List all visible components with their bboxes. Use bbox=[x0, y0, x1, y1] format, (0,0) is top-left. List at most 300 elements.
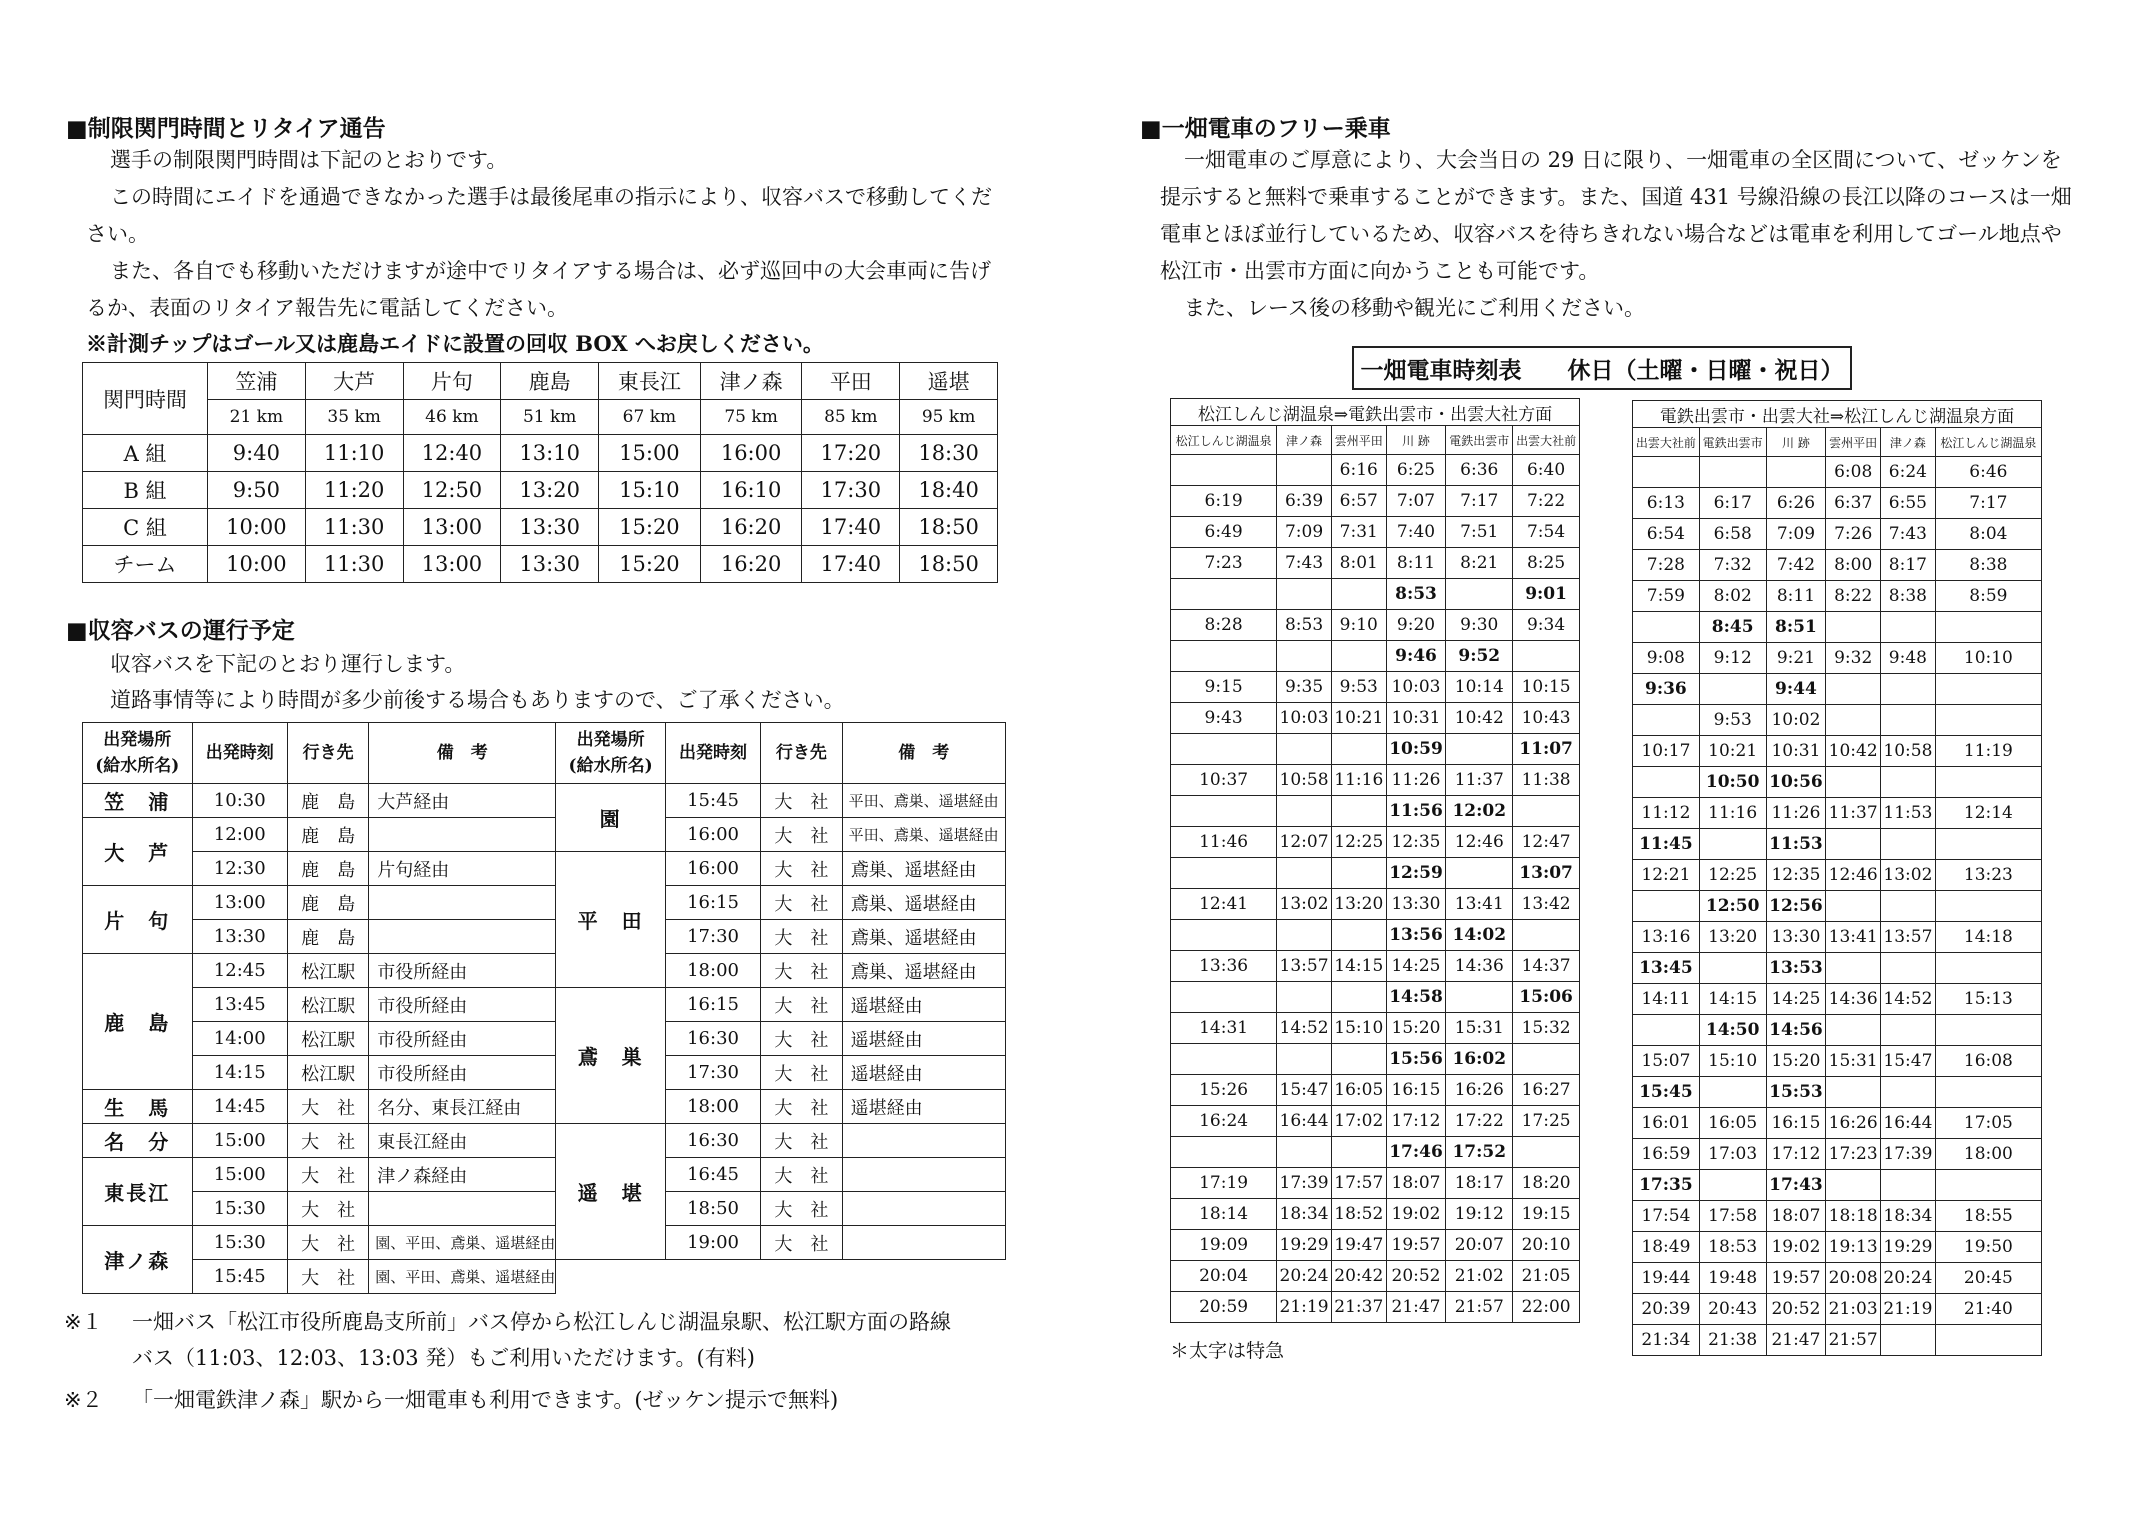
timetable-time-cell bbox=[1935, 705, 2041, 736]
timetable-time-cell: 6:25 bbox=[1386, 455, 1446, 486]
checkpoint-distance: 35 km bbox=[305, 400, 403, 435]
timetable-row bbox=[1633, 1046, 2042, 1077]
timetable-time-cell: 10:14 bbox=[1446, 672, 1513, 703]
timetable-time-cell: 7:54 bbox=[1513, 517, 1580, 548]
timetable-time-cell: 21:34 bbox=[1633, 1325, 1700, 1356]
bus-remark: 鳶巣、遥堪経由 bbox=[842, 954, 1005, 988]
timetable-time-cell: 6:17 bbox=[1699, 488, 1766, 519]
timetable-time-cell: 10:03 bbox=[1277, 703, 1332, 734]
timetable-time-cell: 20:04 bbox=[1171, 1261, 1277, 1292]
timetable-time-cell: 9:15 bbox=[1171, 672, 1277, 703]
cutoff-row bbox=[83, 546, 998, 583]
timetable-time-cell: 16:02 bbox=[1446, 1044, 1513, 1075]
train-paragraph: また、レース後の移動や観光にご利用ください。 bbox=[1184, 296, 1645, 320]
bus-destination: 大 社 bbox=[761, 920, 842, 954]
timetable-time-cell bbox=[1826, 1077, 1881, 1108]
timetable-time-cell bbox=[1935, 674, 2041, 705]
footnote-1-cont bbox=[64, 1340, 1024, 1376]
timetable-time-cell: 9:46 bbox=[1386, 641, 1446, 672]
timetable-station-header: 出雲大社前 bbox=[1513, 426, 1580, 455]
timetable-time-cell bbox=[1171, 1044, 1277, 1075]
timetable-time-cell: 21:57 bbox=[1826, 1325, 1881, 1356]
timetable-time-cell: 11:37 bbox=[1826, 798, 1881, 829]
bus-destination: 大 社 bbox=[761, 954, 842, 988]
timetable-row bbox=[1633, 612, 2042, 643]
timetable-time-cell: 13:53 bbox=[1766, 953, 1826, 984]
timetable-time-cell: 16:01 bbox=[1633, 1108, 1700, 1139]
timetable-time-cell: 8:51 bbox=[1766, 612, 1826, 643]
timetable-time-cell: 12:47 bbox=[1513, 827, 1580, 858]
cutoff-heading: ■制限関門時間とリタイア通告 bbox=[66, 115, 386, 142]
bus-destination: 鹿 島 bbox=[287, 920, 368, 954]
footnote-text: バス（11:03、12:03、13:03 発）もご利用いただけます。(有料) bbox=[132, 1346, 755, 1370]
bus-departure-place: 片 句 bbox=[83, 886, 193, 954]
timetable-time-cell bbox=[1331, 858, 1386, 889]
checkpoint-name: 笠浦 bbox=[208, 363, 306, 400]
timetable-row bbox=[1633, 519, 2042, 550]
bus-row bbox=[83, 852, 1006, 886]
timetable-time-cell: 14:11 bbox=[1633, 984, 1700, 1015]
cutoff-time-cell: 10:00 bbox=[208, 546, 306, 583]
timetable-time-cell: 13:36 bbox=[1171, 951, 1277, 982]
timetable-time-cell: 6:37 bbox=[1826, 488, 1881, 519]
timetable-time-cell bbox=[1699, 1170, 1766, 1201]
timetable-time-cell: 18:52 bbox=[1331, 1199, 1386, 1230]
timetable-time-cell: 16:05 bbox=[1699, 1108, 1766, 1139]
timetable-row bbox=[1171, 889, 1580, 920]
timetable-time-cell: 19:29 bbox=[1881, 1232, 1936, 1263]
timetable-station-header: 雲州平田 bbox=[1826, 428, 1881, 457]
timetable-time-cell bbox=[1935, 1325, 2041, 1356]
train-heading: ■一畑電車のフリー乗車 bbox=[1140, 115, 1391, 142]
timetable-down-title-row bbox=[1171, 399, 1580, 426]
timetable-time-cell: 13:16 bbox=[1633, 922, 1700, 953]
bus-destination: 松江駅 bbox=[287, 988, 368, 1022]
checkpoint-name: 津ノ森 bbox=[700, 363, 802, 400]
cutoff-time-cell: 10:00 bbox=[208, 509, 306, 546]
cutoff-time-cell: 18:50 bbox=[900, 546, 998, 583]
timetable-time-cell bbox=[1699, 674, 1766, 705]
bus-row bbox=[83, 1090, 1006, 1124]
timetable-time-cell: 10:37 bbox=[1171, 765, 1277, 796]
timetable-time-cell: 14:02 bbox=[1446, 920, 1513, 951]
bus-departure-time: 12:00 bbox=[192, 818, 287, 852]
timetable-time-cell: 11:12 bbox=[1633, 798, 1700, 829]
timetable-time-cell bbox=[1171, 579, 1277, 610]
cutoff-time-cell: 17:30 bbox=[802, 472, 900, 509]
bus-departure-time: 16:30 bbox=[665, 1022, 760, 1056]
timetable-time-cell bbox=[1633, 612, 1700, 643]
timetable-time-cell: 10:21 bbox=[1699, 736, 1766, 767]
timetable-time-cell: 15:10 bbox=[1699, 1046, 1766, 1077]
cutoff-time-cell: 11:30 bbox=[305, 509, 403, 546]
timetable-time-cell: 13:45 bbox=[1633, 953, 1700, 984]
timetable-row bbox=[1633, 1263, 2042, 1294]
timetable-time-cell: 13:30 bbox=[1766, 922, 1826, 953]
timetable-time-cell bbox=[1935, 1170, 2041, 1201]
cutoff-paragraph: また、各自でも移動いただけますが途中でリタイアする場合は、必ず巡回中の大会車両に告げるか、表面のリタイア報告先に電話してください。 bbox=[86, 259, 991, 320]
timetable-time-cell: 7:40 bbox=[1386, 517, 1446, 548]
timetable-time-cell bbox=[1826, 953, 1881, 984]
timetable-time-cell: 16:05 bbox=[1331, 1075, 1386, 1106]
timetable-time-cell bbox=[1277, 1137, 1332, 1168]
timetable-time-cell bbox=[1935, 953, 2041, 984]
timetable-time-cell: 13:41 bbox=[1826, 922, 1881, 953]
checkpoint-distance: 95 km bbox=[900, 400, 998, 435]
timetable-time-cell bbox=[1881, 1170, 1936, 1201]
timetable-time-cell bbox=[1171, 920, 1277, 951]
timetable-time-cell: 19:47 bbox=[1331, 1230, 1386, 1261]
timetable-time-cell: 11:53 bbox=[1881, 798, 1936, 829]
timetable-row bbox=[1633, 1232, 2042, 1263]
cutoff-group-label: A 組 bbox=[83, 435, 208, 472]
bus-header-place: 出発場所 (給水所名) bbox=[83, 723, 193, 784]
timetable-time-cell: 7:09 bbox=[1766, 519, 1826, 550]
bus-departure-place: 名 分 bbox=[83, 1124, 193, 1158]
bus-departure-time: 16:30 bbox=[665, 1124, 760, 1158]
timetable-time-cell: 7:51 bbox=[1446, 517, 1513, 548]
timetable-row bbox=[1633, 1294, 2042, 1325]
timetable-time-cell: 16:26 bbox=[1446, 1075, 1513, 1106]
timetable-time-cell: 10:03 bbox=[1386, 672, 1446, 703]
timetable-time-cell: 19:29 bbox=[1277, 1230, 1332, 1261]
bus-remark: 大芦経由 bbox=[369, 784, 556, 818]
timetable-time-cell: 10:43 bbox=[1513, 703, 1580, 734]
timetable-row bbox=[1171, 641, 1580, 672]
checkpoint-distance: 51 km bbox=[501, 400, 599, 435]
bus-row bbox=[83, 1056, 1006, 1090]
bus-remark: 鳶巣、遥堪経由 bbox=[842, 852, 1005, 886]
timetable-time-cell: 10:10 bbox=[1935, 643, 2041, 674]
timetable-time-cell: 14:36 bbox=[1446, 951, 1513, 982]
timetable-time-cell bbox=[1171, 455, 1277, 486]
timetable-time-cell bbox=[1881, 829, 1936, 860]
timetable-row bbox=[1171, 920, 1580, 951]
timetable-title-label: 一畑電車時刻表 bbox=[1360, 356, 1522, 384]
timetable-time-cell bbox=[1881, 953, 1936, 984]
cutoff-time-cell: 12:40 bbox=[403, 435, 501, 472]
cutoff-time-cell: 18:30 bbox=[900, 435, 998, 472]
timetable-time-cell bbox=[1633, 891, 1700, 922]
timetable-time-cell bbox=[1446, 579, 1513, 610]
timetable-station-header: 松江しんじ湖温泉 bbox=[1935, 428, 2041, 457]
timetable-row bbox=[1633, 1108, 2042, 1139]
bus-remark bbox=[842, 1158, 1005, 1192]
timetable-time-cell: 15:45 bbox=[1633, 1077, 1700, 1108]
timetable-row bbox=[1633, 736, 2042, 767]
timetable-time-cell: 10:31 bbox=[1386, 703, 1446, 734]
timetable-time-cell bbox=[1881, 1077, 1936, 1108]
bus-header-remark: 備 考 bbox=[369, 723, 556, 784]
bus-departure-time: 13:45 bbox=[192, 988, 287, 1022]
timetable-time-cell: 7:31 bbox=[1331, 517, 1386, 548]
bus-departure-place: 笠 浦 bbox=[83, 784, 193, 818]
timetable-row bbox=[1633, 457, 2042, 488]
bus-destination: 大 社 bbox=[761, 1022, 842, 1056]
timetable-time-cell: 15:32 bbox=[1513, 1013, 1580, 1044]
timetable-time-cell: 19:02 bbox=[1766, 1232, 1826, 1263]
bus-remark: 市役所経由 bbox=[369, 1056, 556, 1090]
timetable-row bbox=[1171, 734, 1580, 765]
timetable-time-cell bbox=[1633, 767, 1700, 798]
timetable-time-cell: 17:02 bbox=[1331, 1106, 1386, 1137]
timetable-time-cell: 14:18 bbox=[1935, 922, 2041, 953]
timetable-row bbox=[1633, 1325, 2042, 1356]
timetable-time-cell: 17:23 bbox=[1826, 1139, 1881, 1170]
timetable-time-cell bbox=[1331, 982, 1386, 1013]
timetable-row bbox=[1171, 1013, 1580, 1044]
timetable-time-cell: 17:52 bbox=[1446, 1137, 1513, 1168]
timetable-time-cell: 17:22 bbox=[1446, 1106, 1513, 1137]
timetable-time-cell: 6:19 bbox=[1171, 486, 1277, 517]
timetable-column-header-row bbox=[1171, 426, 1580, 455]
timetable-time-cell: 17:54 bbox=[1633, 1201, 1700, 1232]
cutoff-time-cell: 15:10 bbox=[599, 472, 701, 509]
timetable-row bbox=[1171, 1075, 1580, 1106]
bus-remark bbox=[369, 818, 556, 852]
timetable-time-cell: 15:53 bbox=[1766, 1077, 1826, 1108]
timetable-time-cell: 6:26 bbox=[1766, 488, 1826, 519]
footnote-text: 「一畑電鉄津ノ森」駅から一畑電車も利用できます。(ゼッケン提示で無料) bbox=[132, 1388, 839, 1412]
timetable-row bbox=[1633, 1015, 2042, 1046]
timetable-time-cell bbox=[1277, 858, 1332, 889]
timetable-time-cell bbox=[1331, 796, 1386, 827]
bus-departure-time: 15:00 bbox=[192, 1124, 287, 1158]
timetable-row bbox=[1171, 796, 1580, 827]
bus-remark: 遥堪経由 bbox=[842, 988, 1005, 1022]
timetable-time-cell bbox=[1446, 982, 1513, 1013]
timetable-row bbox=[1633, 860, 2042, 891]
bus-departure-time: 15:45 bbox=[665, 784, 760, 818]
timetable-time-cell: 11:53 bbox=[1766, 829, 1826, 860]
timetable-time-cell: 15:31 bbox=[1826, 1046, 1881, 1077]
bus-departure-place: 鹿 島 bbox=[83, 954, 193, 1090]
timetable-time-cell: 11:45 bbox=[1633, 829, 1700, 860]
bus-departure-time: 15:45 bbox=[192, 1260, 287, 1294]
timetable-time-cell: 16:44 bbox=[1881, 1108, 1936, 1139]
checkpoint-distance-row bbox=[83, 400, 998, 435]
checkpoint-distance: 75 km bbox=[700, 400, 802, 435]
timetable-time-cell: 14:58 bbox=[1386, 982, 1446, 1013]
timetable-time-cell: 22:00 bbox=[1513, 1292, 1580, 1323]
timetable-row bbox=[1633, 1077, 2042, 1108]
cutoff-row bbox=[83, 435, 998, 472]
timetable-time-cell: 21:19 bbox=[1881, 1294, 1936, 1325]
bus-departure-time: 16:45 bbox=[665, 1158, 760, 1192]
bus-departure-time: 16:00 bbox=[665, 818, 760, 852]
bus-remark bbox=[842, 1226, 1005, 1260]
checkpoint-name: 平田 bbox=[802, 363, 900, 400]
timetable-time-cell: 20:52 bbox=[1386, 1261, 1446, 1292]
timetable-row bbox=[1633, 581, 2042, 612]
cutoff-time-table bbox=[82, 362, 998, 583]
timetable-time-cell: 20:24 bbox=[1277, 1261, 1332, 1292]
bus-header-remark: 備 考 bbox=[842, 723, 1005, 784]
timetable-time-cell: 8:45 bbox=[1699, 612, 1766, 643]
timetable-station-header: 松江しんじ湖温泉 bbox=[1171, 426, 1277, 455]
timetable-time-cell: 17:12 bbox=[1386, 1106, 1446, 1137]
timetable-time-cell: 15:20 bbox=[1766, 1046, 1826, 1077]
bus-destination: 大 社 bbox=[287, 1260, 368, 1294]
timetable-time-cell: 20:10 bbox=[1513, 1230, 1580, 1261]
footnote-mark bbox=[64, 1340, 132, 1376]
timetable-time-cell: 16:08 bbox=[1935, 1046, 2041, 1077]
timetable-time-cell bbox=[1826, 705, 1881, 736]
timetable-time-cell: 12:25 bbox=[1699, 860, 1766, 891]
cutoff-row bbox=[83, 509, 998, 546]
bus-row bbox=[83, 886, 1006, 920]
timetable-time-cell bbox=[1826, 829, 1881, 860]
timetable-time-cell bbox=[1699, 1077, 1766, 1108]
bus-departure-time: 17:30 bbox=[665, 1056, 760, 1090]
timetable-time-cell bbox=[1277, 455, 1332, 486]
cutoff-time-cell: 9:40 bbox=[208, 435, 306, 472]
timetable-time-cell: 9:53 bbox=[1331, 672, 1386, 703]
bus-row bbox=[83, 1158, 1006, 1192]
timetable-time-cell bbox=[1513, 920, 1580, 951]
bus-destination: 鹿 島 bbox=[287, 886, 368, 920]
timetable-time-cell: 13:57 bbox=[1277, 951, 1332, 982]
timetable-row bbox=[1171, 858, 1580, 889]
cutoff-time-cell: 11:20 bbox=[305, 472, 403, 509]
timetable-row bbox=[1171, 1168, 1580, 1199]
cutoff-time-cell: 9:50 bbox=[208, 472, 306, 509]
checkpoint-distance: 85 km bbox=[802, 400, 900, 435]
checkpoint-name: 大芦 bbox=[305, 363, 403, 400]
bus-departure-place: 園 bbox=[556, 784, 666, 852]
timetable-time-cell bbox=[1277, 920, 1332, 951]
bus-departure-time: 16:00 bbox=[665, 852, 760, 886]
timetable-row bbox=[1171, 517, 1580, 548]
timetable-time-cell bbox=[1277, 641, 1332, 672]
bus-destination: 大 社 bbox=[761, 886, 842, 920]
bus-departure-time: 12:30 bbox=[192, 852, 287, 886]
timetable-time-cell: 11:37 bbox=[1446, 765, 1513, 796]
timetable-time-cell: 19:12 bbox=[1446, 1199, 1513, 1230]
timetable-station-header: 電鉄出雲市 bbox=[1446, 426, 1513, 455]
bus-destination: 大 社 bbox=[761, 1226, 842, 1260]
bus-departure-place: 東長江 bbox=[83, 1158, 193, 1226]
footnote-2 bbox=[64, 1382, 1024, 1418]
checkpoint-distance: 67 km bbox=[599, 400, 701, 435]
timetable-time-cell: 6:24 bbox=[1881, 457, 1936, 488]
timetable-time-cell: 17:58 bbox=[1699, 1201, 1766, 1232]
timetable-time-cell: 7:07 bbox=[1386, 486, 1446, 517]
timetable-time-cell: 15:13 bbox=[1935, 984, 2041, 1015]
timetable-time-cell: 9:53 bbox=[1699, 705, 1766, 736]
bus-departure-place: 平 田 bbox=[556, 852, 666, 988]
timetable-time-cell: 9:36 bbox=[1633, 674, 1700, 705]
timetable-time-cell: 15:56 bbox=[1386, 1044, 1446, 1075]
bus-departure-place: 津ノ森 bbox=[83, 1226, 193, 1294]
timetable-time-cell: 13:23 bbox=[1935, 860, 2041, 891]
timetable-time-cell: 16:24 bbox=[1171, 1106, 1277, 1137]
timetable-up-title-row bbox=[1633, 401, 2042, 428]
timetable-time-cell: 7:32 bbox=[1699, 550, 1766, 581]
bus-departure-place: 大 芦 bbox=[83, 818, 193, 886]
timetable-time-cell: 20:45 bbox=[1935, 1263, 2041, 1294]
timetable-time-cell bbox=[1513, 1044, 1580, 1075]
timetable-time-cell: 9:10 bbox=[1331, 610, 1386, 641]
timetable-station-header: 雲州平田 bbox=[1331, 426, 1386, 455]
timetable-time-cell: 18:53 bbox=[1699, 1232, 1766, 1263]
timetable-time-cell bbox=[1171, 982, 1277, 1013]
timetable-time-cell: 16:44 bbox=[1277, 1106, 1332, 1137]
timetable-time-cell: 9:12 bbox=[1699, 643, 1766, 674]
timetable-row bbox=[1633, 953, 2042, 984]
timetable-time-cell: 6:55 bbox=[1881, 488, 1936, 519]
timetable-time-cell bbox=[1881, 767, 1936, 798]
timetable-time-cell: 9:44 bbox=[1766, 674, 1826, 705]
bus-departure-time: 12:45 bbox=[192, 954, 287, 988]
cutoff-time-cell: 16:10 bbox=[700, 472, 802, 509]
timetable-time-cell bbox=[1699, 953, 1766, 984]
bus-departure-time: 15:00 bbox=[192, 1158, 287, 1192]
timetable-row bbox=[1633, 1139, 2042, 1170]
checkpoint-name: 東長江 bbox=[599, 363, 701, 400]
timetable-row bbox=[1633, 674, 2042, 705]
bus-remark: 遥堪経由 bbox=[842, 1090, 1005, 1124]
timetable-time-cell: 12:35 bbox=[1766, 860, 1826, 891]
timetable-row bbox=[1171, 982, 1580, 1013]
bus-departure-time: 16:15 bbox=[665, 988, 760, 1022]
timetable-row bbox=[1171, 610, 1580, 641]
timetable-time-cell: 12:25 bbox=[1331, 827, 1386, 858]
bus-header-time: 出発時刻 bbox=[665, 723, 760, 784]
bus-remark: 鳶巣、遥堪経由 bbox=[842, 920, 1005, 954]
timetable-time-cell: 21:19 bbox=[1277, 1292, 1332, 1323]
timetable-time-cell: 17:39 bbox=[1277, 1168, 1332, 1199]
timetable-time-cell: 8:21 bbox=[1446, 548, 1513, 579]
bus-remark bbox=[842, 1192, 1005, 1226]
cutoff-time-cell: 13:30 bbox=[501, 546, 599, 583]
timetable-time-cell bbox=[1513, 641, 1580, 672]
timetable-time-cell: 10:58 bbox=[1881, 736, 1936, 767]
timetable-row bbox=[1633, 643, 2042, 674]
timetable-time-cell bbox=[1826, 674, 1881, 705]
timetable-time-cell bbox=[1277, 579, 1332, 610]
timetable-time-cell: 17:05 bbox=[1935, 1108, 2041, 1139]
timetable-time-cell: 6:39 bbox=[1277, 486, 1332, 517]
bus-departure-time: 14:15 bbox=[192, 1056, 287, 1090]
checkpoint-name-row bbox=[83, 363, 998, 400]
timetable-time-cell bbox=[1171, 641, 1277, 672]
timetable-time-cell: 8:17 bbox=[1881, 550, 1936, 581]
timetable-time-cell: 10:56 bbox=[1766, 767, 1826, 798]
checkpoint-distance: 46 km bbox=[403, 400, 501, 435]
footnote-text: 一畑バス「松江市役所鹿島支所前」バス停から松江しんじ湖温泉駅、松江駅方面の路線 bbox=[132, 1310, 951, 1334]
timetable-time-cell: 11:38 bbox=[1513, 765, 1580, 796]
bus-departure-place: 鳶 巣 bbox=[556, 988, 666, 1124]
checkpoint-distance: 21 km bbox=[208, 400, 306, 435]
bus-remark: 平田、鳶巣、遥堪経由 bbox=[842, 818, 1005, 852]
timetable-time-cell: 17:35 bbox=[1633, 1170, 1700, 1201]
chip-return-note: ※計測チップはゴール又は鹿島エイドに設置の回収 BOX へお戻しください。 bbox=[86, 331, 824, 356]
timetable-time-cell: 8:11 bbox=[1386, 548, 1446, 579]
cutoff-time-cell: 13:30 bbox=[501, 509, 599, 546]
bus-remark: 鳶巣、遥堪経由 bbox=[842, 886, 1005, 920]
timetable-down-title: 松江しんじ湖温泉⇒電鉄出雲市・出雲大社方面 bbox=[1171, 399, 1580, 426]
timetable-time-cell: 18:00 bbox=[1935, 1139, 2041, 1170]
bus-header-row bbox=[83, 723, 1006, 784]
timetable-time-cell: 10:31 bbox=[1766, 736, 1826, 767]
bus-intro bbox=[86, 646, 1004, 718]
timetable-time-cell: 13:30 bbox=[1386, 889, 1446, 920]
timetable-time-cell bbox=[1826, 891, 1881, 922]
bus-departure-time: 18:00 bbox=[665, 1090, 760, 1124]
timetable-station-header: 電鉄出雲市 bbox=[1699, 428, 1766, 457]
timetable-time-cell: 8:02 bbox=[1699, 581, 1766, 612]
